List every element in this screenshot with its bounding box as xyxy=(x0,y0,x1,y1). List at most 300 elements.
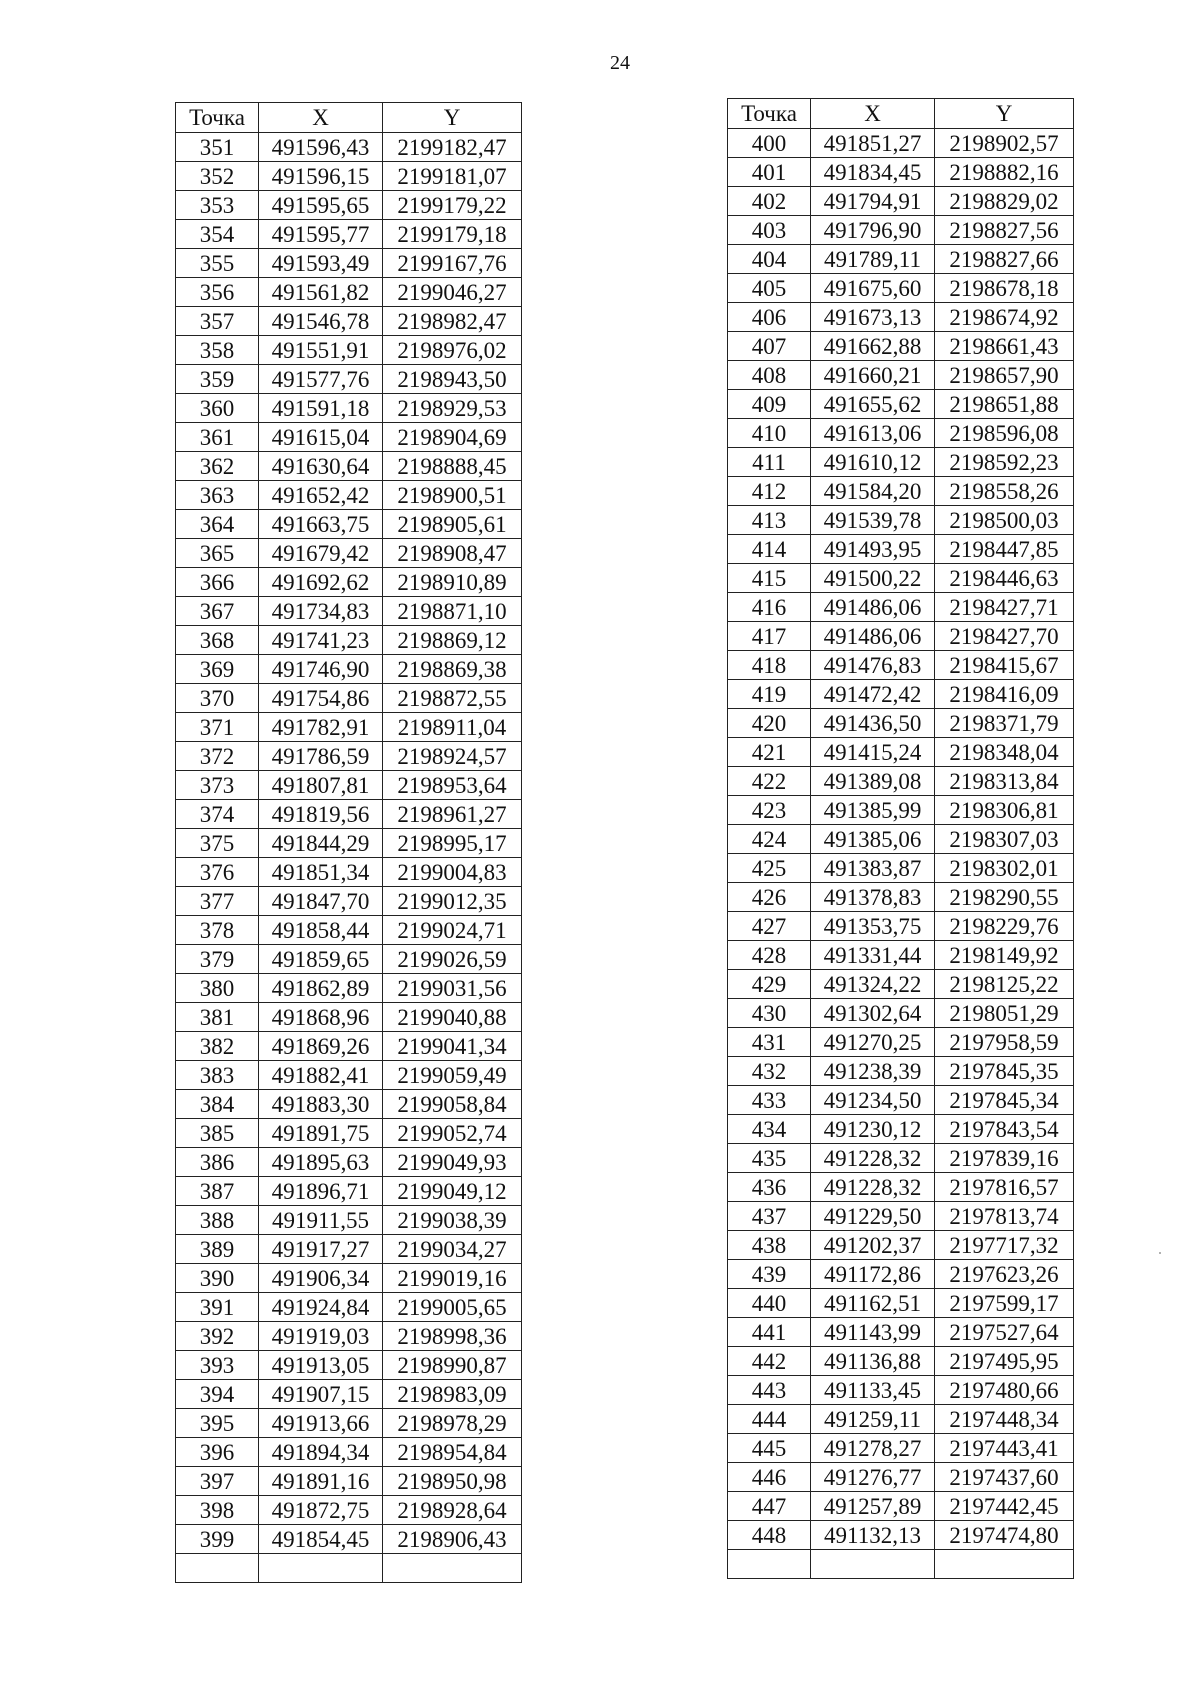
cell-x: 491819,56 xyxy=(259,800,383,829)
table-row xyxy=(728,1434,1074,1463)
cell-x: 491257,89 xyxy=(811,1492,935,1521)
cell-point: 382 xyxy=(176,1032,259,1061)
table-row xyxy=(728,970,1074,999)
cell-x: 491906,34 xyxy=(259,1264,383,1293)
table-row xyxy=(728,1492,1074,1521)
cell-y: 2198149,92 xyxy=(935,941,1074,970)
cell-point: 410 xyxy=(728,419,811,448)
cell-y: 2198924,57 xyxy=(383,742,522,771)
header-row xyxy=(728,99,1074,129)
cell-y: 2199052,74 xyxy=(383,1119,522,1148)
cell-y: 2198651,88 xyxy=(935,390,1074,419)
cell-point: 405 xyxy=(728,274,811,303)
table-row xyxy=(176,1409,522,1438)
table-row xyxy=(728,535,1074,564)
cell-x: 491895,63 xyxy=(259,1148,383,1177)
cell-y: 2198678,18 xyxy=(935,274,1074,303)
cell-point: 375 xyxy=(176,829,259,858)
cell-y: 2197474,80 xyxy=(935,1521,1074,1550)
cell-y: 2198982,47 xyxy=(383,307,522,336)
table-bottom-spacer xyxy=(728,1550,1074,1579)
table-row xyxy=(728,448,1074,477)
cell-point: 423 xyxy=(728,796,811,825)
table-row xyxy=(728,709,1074,738)
table-row xyxy=(176,365,522,394)
cell-x: 491862,89 xyxy=(259,974,383,1003)
cell-y: 2199058,84 xyxy=(383,1090,522,1119)
cell-x: 491476,83 xyxy=(811,651,935,680)
cell-x: 491472,42 xyxy=(811,680,935,709)
cell-x: 491353,75 xyxy=(811,912,935,941)
table-row xyxy=(728,1028,1074,1057)
cell-x: 491734,83 xyxy=(259,597,383,626)
cell-point: 360 xyxy=(176,394,259,423)
table-row xyxy=(728,796,1074,825)
cell-y: 2198827,56 xyxy=(935,216,1074,245)
table-row xyxy=(728,129,1074,158)
cell-y: 2197843,54 xyxy=(935,1115,1074,1144)
cell-point: 414 xyxy=(728,535,811,564)
cell-point: 379 xyxy=(176,945,259,974)
cell-x: 491577,76 xyxy=(259,365,383,394)
cell-point: 357 xyxy=(176,307,259,336)
cell-point: 442 xyxy=(728,1347,811,1376)
cell-y: 2198558,26 xyxy=(935,477,1074,506)
table-row xyxy=(728,1231,1074,1260)
table-row xyxy=(176,1351,522,1380)
cell-point: 406 xyxy=(728,303,811,332)
cell-point: 367 xyxy=(176,597,259,626)
cell-x: 491133,45 xyxy=(811,1376,935,1405)
table-row xyxy=(176,1090,522,1119)
cell-x: 491539,78 xyxy=(811,506,935,535)
cell-point: 426 xyxy=(728,883,811,912)
cell-y: 2198905,61 xyxy=(383,510,522,539)
cell-y: 2197527,64 xyxy=(935,1318,1074,1347)
table-row xyxy=(728,245,1074,274)
table-row xyxy=(728,883,1074,912)
cell-x: 491872,75 xyxy=(259,1496,383,1525)
spacer-cell xyxy=(935,1550,1074,1579)
cell-x: 491796,90 xyxy=(811,216,935,245)
cell-y: 2198500,03 xyxy=(935,506,1074,535)
cell-x: 491868,96 xyxy=(259,1003,383,1032)
cell-y: 2197448,34 xyxy=(935,1405,1074,1434)
header-point: Точка xyxy=(176,103,259,133)
cell-y: 2198900,51 xyxy=(383,481,522,510)
cell-point: 403 xyxy=(728,216,811,245)
cell-x: 491786,59 xyxy=(259,742,383,771)
cell-x: 491610,12 xyxy=(811,448,935,477)
cell-x: 491917,27 xyxy=(259,1235,383,1264)
cell-point: 428 xyxy=(728,941,811,970)
table-row xyxy=(176,191,522,220)
cell-point: 416 xyxy=(728,593,811,622)
cell-point: 383 xyxy=(176,1061,259,1090)
table-row xyxy=(728,1086,1074,1115)
table-row xyxy=(176,713,522,742)
table-row xyxy=(728,274,1074,303)
cell-point: 412 xyxy=(728,477,811,506)
cell-point: 351 xyxy=(176,133,259,162)
cell-y: 2198961,27 xyxy=(383,800,522,829)
table-row xyxy=(176,133,522,162)
cell-y: 2198371,79 xyxy=(935,709,1074,738)
cell-y: 2198415,67 xyxy=(935,651,1074,680)
table-row xyxy=(728,216,1074,245)
cell-x: 491378,83 xyxy=(811,883,935,912)
cell-y: 2198125,22 xyxy=(935,970,1074,999)
cell-y: 2199182,47 xyxy=(383,133,522,162)
table-row xyxy=(728,564,1074,593)
cell-point: 435 xyxy=(728,1144,811,1173)
table-row xyxy=(728,1347,1074,1376)
table-row xyxy=(176,1293,522,1322)
cell-x: 491844,29 xyxy=(259,829,383,858)
cell-point: 400 xyxy=(728,129,811,158)
coordinates-table-left xyxy=(175,102,522,1583)
cell-y: 2198954,84 xyxy=(383,1438,522,1467)
cell-x: 491679,42 xyxy=(259,539,383,568)
cell-x: 491595,65 xyxy=(259,191,383,220)
cell-point: 446 xyxy=(728,1463,811,1492)
cell-point: 440 xyxy=(728,1289,811,1318)
cell-y: 2198978,29 xyxy=(383,1409,522,1438)
table-row xyxy=(728,1463,1074,1492)
cell-point: 420 xyxy=(728,709,811,738)
cell-x: 491613,06 xyxy=(811,419,935,448)
cell-x: 491596,15 xyxy=(259,162,383,191)
cell-y: 2198888,45 xyxy=(383,452,522,481)
cell-y: 2198307,03 xyxy=(935,825,1074,854)
table-row xyxy=(728,999,1074,1028)
cell-y: 2199031,56 xyxy=(383,974,522,1003)
cell-y: 2198882,16 xyxy=(935,158,1074,187)
cell-y: 2198906,43 xyxy=(383,1525,522,1554)
table-row xyxy=(728,506,1074,535)
cell-y: 2198872,55 xyxy=(383,684,522,713)
cell-point: 408 xyxy=(728,361,811,390)
cell-x: 491847,70 xyxy=(259,887,383,916)
cell-x: 491385,06 xyxy=(811,825,935,854)
cell-x: 491385,99 xyxy=(811,796,935,825)
cell-x: 491551,91 xyxy=(259,336,383,365)
cell-x: 491675,60 xyxy=(811,274,935,303)
table-row xyxy=(728,390,1074,419)
cell-point: 353 xyxy=(176,191,259,220)
table-row xyxy=(728,680,1074,709)
cell-point: 415 xyxy=(728,564,811,593)
cell-y: 2197480,66 xyxy=(935,1376,1074,1405)
table-row xyxy=(176,162,522,191)
cell-x: 491389,08 xyxy=(811,767,935,796)
table-row xyxy=(728,158,1074,187)
cell-x: 491234,50 xyxy=(811,1086,935,1115)
cell-x: 491331,44 xyxy=(811,941,935,970)
cell-x: 491230,12 xyxy=(811,1115,935,1144)
table-row xyxy=(176,510,522,539)
cell-y: 2198348,04 xyxy=(935,738,1074,767)
cell-x: 491493,95 xyxy=(811,535,935,564)
cell-point: 372 xyxy=(176,742,259,771)
cell-y: 2198592,23 xyxy=(935,448,1074,477)
cell-y: 2199181,07 xyxy=(383,162,522,191)
table-row xyxy=(176,742,522,771)
cell-point: 421 xyxy=(728,738,811,767)
cell-point: 390 xyxy=(176,1264,259,1293)
cell-point: 355 xyxy=(176,249,259,278)
table-row xyxy=(728,1405,1074,1434)
cell-point: 396 xyxy=(176,1438,259,1467)
cell-x: 491132,13 xyxy=(811,1521,935,1550)
header-row xyxy=(176,103,522,133)
table-row xyxy=(176,1496,522,1525)
cell-y: 2198229,76 xyxy=(935,912,1074,941)
cell-y: 2198928,64 xyxy=(383,1496,522,1525)
cell-point: 376 xyxy=(176,858,259,887)
cell-y: 2197813,74 xyxy=(935,1202,1074,1231)
cell-point: 425 xyxy=(728,854,811,883)
cell-x: 491228,32 xyxy=(811,1173,935,1202)
cell-y: 2199049,93 xyxy=(383,1148,522,1177)
cell-point: 381 xyxy=(176,1003,259,1032)
cell-point: 419 xyxy=(728,680,811,709)
table-row xyxy=(176,481,522,510)
cell-y: 2198929,53 xyxy=(383,394,522,423)
table-row xyxy=(728,912,1074,941)
cell-y: 2198446,63 xyxy=(935,564,1074,593)
spacer-cell xyxy=(259,1554,383,1583)
cell-y: 2199049,12 xyxy=(383,1177,522,1206)
cell-point: 413 xyxy=(728,506,811,535)
cell-x: 491500,22 xyxy=(811,564,935,593)
table-row xyxy=(176,1177,522,1206)
table-row xyxy=(176,1380,522,1409)
cell-point: 356 xyxy=(176,278,259,307)
cell-y: 2198904,69 xyxy=(383,423,522,452)
cell-point: 359 xyxy=(176,365,259,394)
table-row xyxy=(728,1057,1074,1086)
cell-point: 441 xyxy=(728,1318,811,1347)
cell-x: 491238,39 xyxy=(811,1057,935,1086)
table-row xyxy=(176,887,522,916)
cell-y: 2199012,35 xyxy=(383,887,522,916)
cell-y: 2197845,35 xyxy=(935,1057,1074,1086)
coordinates-table-right xyxy=(727,98,1074,1579)
table-row xyxy=(176,1119,522,1148)
cell-point: 368 xyxy=(176,626,259,655)
cell-x: 491894,34 xyxy=(259,1438,383,1467)
cell-point: 369 xyxy=(176,655,259,684)
table-row xyxy=(176,1061,522,1090)
table-row xyxy=(176,655,522,684)
cell-y: 2198416,09 xyxy=(935,680,1074,709)
cell-point: 445 xyxy=(728,1434,811,1463)
cell-x: 491276,77 xyxy=(811,1463,935,1492)
cell-x: 491302,64 xyxy=(811,999,935,1028)
cell-point: 437 xyxy=(728,1202,811,1231)
spacer-cell xyxy=(811,1550,935,1579)
cell-point: 363 xyxy=(176,481,259,510)
cell-x: 491278,27 xyxy=(811,1434,935,1463)
cell-point: 422 xyxy=(728,767,811,796)
cell-point: 393 xyxy=(176,1351,259,1380)
cell-point: 444 xyxy=(728,1405,811,1434)
cell-y: 2198976,02 xyxy=(383,336,522,365)
cell-x: 491854,45 xyxy=(259,1525,383,1554)
cell-y: 2197623,26 xyxy=(935,1260,1074,1289)
header-x: X xyxy=(259,103,383,133)
cell-x: 491593,49 xyxy=(259,249,383,278)
table-row xyxy=(728,1173,1074,1202)
table-row xyxy=(176,336,522,365)
table-row xyxy=(728,477,1074,506)
cell-y: 2199046,27 xyxy=(383,278,522,307)
table-row xyxy=(176,597,522,626)
cell-x: 491663,75 xyxy=(259,510,383,539)
cell-point: 388 xyxy=(176,1206,259,1235)
cell-x: 491782,91 xyxy=(259,713,383,742)
cell-x: 491896,71 xyxy=(259,1177,383,1206)
cell-y: 2199179,22 xyxy=(383,191,522,220)
cell-y: 2199038,39 xyxy=(383,1206,522,1235)
cell-x: 491662,88 xyxy=(811,332,935,361)
table-body xyxy=(728,129,1074,1579)
cell-x: 491859,65 xyxy=(259,945,383,974)
cell-x: 491143,99 xyxy=(811,1318,935,1347)
table-row xyxy=(176,858,522,887)
header-point: Точка xyxy=(728,99,811,129)
table-row xyxy=(176,452,522,481)
cell-y: 2198943,50 xyxy=(383,365,522,394)
cell-point: 387 xyxy=(176,1177,259,1206)
table-row xyxy=(728,622,1074,651)
cell-x: 491630,64 xyxy=(259,452,383,481)
table-row xyxy=(728,1376,1074,1405)
table-row xyxy=(728,361,1074,390)
cell-y: 2197717,32 xyxy=(935,1231,1074,1260)
cell-point: 361 xyxy=(176,423,259,452)
cell-x: 491741,23 xyxy=(259,626,383,655)
cell-y: 2198290,55 xyxy=(935,883,1074,912)
cell-point: 398 xyxy=(176,1496,259,1525)
cell-y: 2198306,81 xyxy=(935,796,1074,825)
table-row xyxy=(176,568,522,597)
cell-x: 491595,77 xyxy=(259,220,383,249)
table-row xyxy=(728,854,1074,883)
cell-y: 2199059,49 xyxy=(383,1061,522,1090)
table-row xyxy=(176,1322,522,1351)
cell-x: 491807,81 xyxy=(259,771,383,800)
table-row xyxy=(176,974,522,1003)
spacer-cell xyxy=(728,1550,811,1579)
cell-x: 491486,06 xyxy=(811,593,935,622)
table-row xyxy=(728,187,1074,216)
cell-y: 2198661,43 xyxy=(935,332,1074,361)
spacer-cell xyxy=(383,1554,522,1583)
cell-y: 2197816,57 xyxy=(935,1173,1074,1202)
cell-x: 491851,27 xyxy=(811,129,935,158)
cell-y: 2198674,92 xyxy=(935,303,1074,332)
table-row xyxy=(728,1289,1074,1318)
table-row xyxy=(176,1467,522,1496)
cell-point: 431 xyxy=(728,1028,811,1057)
cell-x: 491794,91 xyxy=(811,187,935,216)
cell-x: 491655,62 xyxy=(811,390,935,419)
cell-x: 491561,82 xyxy=(259,278,383,307)
cell-y: 2198995,17 xyxy=(383,829,522,858)
spacer-cell xyxy=(176,1554,259,1583)
table-row xyxy=(176,423,522,452)
cell-point: 392 xyxy=(176,1322,259,1351)
cell-point: 402 xyxy=(728,187,811,216)
cell-x: 491136,88 xyxy=(811,1347,935,1376)
cell-x: 491858,44 xyxy=(259,916,383,945)
cell-y: 2199026,59 xyxy=(383,945,522,974)
table-row xyxy=(728,1260,1074,1289)
cell-y: 2199004,83 xyxy=(383,858,522,887)
cell-y: 2197958,59 xyxy=(935,1028,1074,1057)
cell-y: 2198990,87 xyxy=(383,1351,522,1380)
cell-x: 491202,37 xyxy=(811,1231,935,1260)
table-row xyxy=(176,771,522,800)
cell-x: 491891,75 xyxy=(259,1119,383,1148)
cell-x: 491882,41 xyxy=(259,1061,383,1090)
cell-y: 2198871,10 xyxy=(383,597,522,626)
table-row xyxy=(176,1525,522,1554)
cell-x: 491673,13 xyxy=(811,303,935,332)
cell-point: 374 xyxy=(176,800,259,829)
cell-y: 2198902,57 xyxy=(935,129,1074,158)
cell-x: 491754,86 xyxy=(259,684,383,713)
cell-point: 447 xyxy=(728,1492,811,1521)
table-row xyxy=(176,278,522,307)
cell-x: 491652,42 xyxy=(259,481,383,510)
table-row xyxy=(728,1144,1074,1173)
cell-x: 491546,78 xyxy=(259,307,383,336)
cell-point: 439 xyxy=(728,1260,811,1289)
cell-point: 448 xyxy=(728,1521,811,1550)
cell-x: 491913,05 xyxy=(259,1351,383,1380)
cell-x: 491324,22 xyxy=(811,970,935,999)
cell-point: 443 xyxy=(728,1376,811,1405)
table-row xyxy=(728,593,1074,622)
table-row xyxy=(176,829,522,858)
cell-y: 2198998,36 xyxy=(383,1322,522,1351)
cell-point: 389 xyxy=(176,1235,259,1264)
table-row xyxy=(728,1318,1074,1347)
cell-point: 391 xyxy=(176,1293,259,1322)
cell-point: 411 xyxy=(728,448,811,477)
cell-x: 491851,34 xyxy=(259,858,383,887)
cell-y: 2198313,84 xyxy=(935,767,1074,796)
cell-point: 378 xyxy=(176,916,259,945)
header-y: Y xyxy=(383,103,522,133)
cell-x: 491834,45 xyxy=(811,158,935,187)
cell-x: 491584,20 xyxy=(811,477,935,506)
table-row xyxy=(728,303,1074,332)
cell-x: 491615,04 xyxy=(259,423,383,452)
cell-point: 395 xyxy=(176,1409,259,1438)
cell-x: 491746,90 xyxy=(259,655,383,684)
cell-y: 2199179,18 xyxy=(383,220,522,249)
table-row xyxy=(728,941,1074,970)
cell-y: 2197437,60 xyxy=(935,1463,1074,1492)
cell-y: 2199167,76 xyxy=(383,249,522,278)
table-row xyxy=(728,419,1074,448)
cell-point: 433 xyxy=(728,1086,811,1115)
table-row xyxy=(176,684,522,713)
